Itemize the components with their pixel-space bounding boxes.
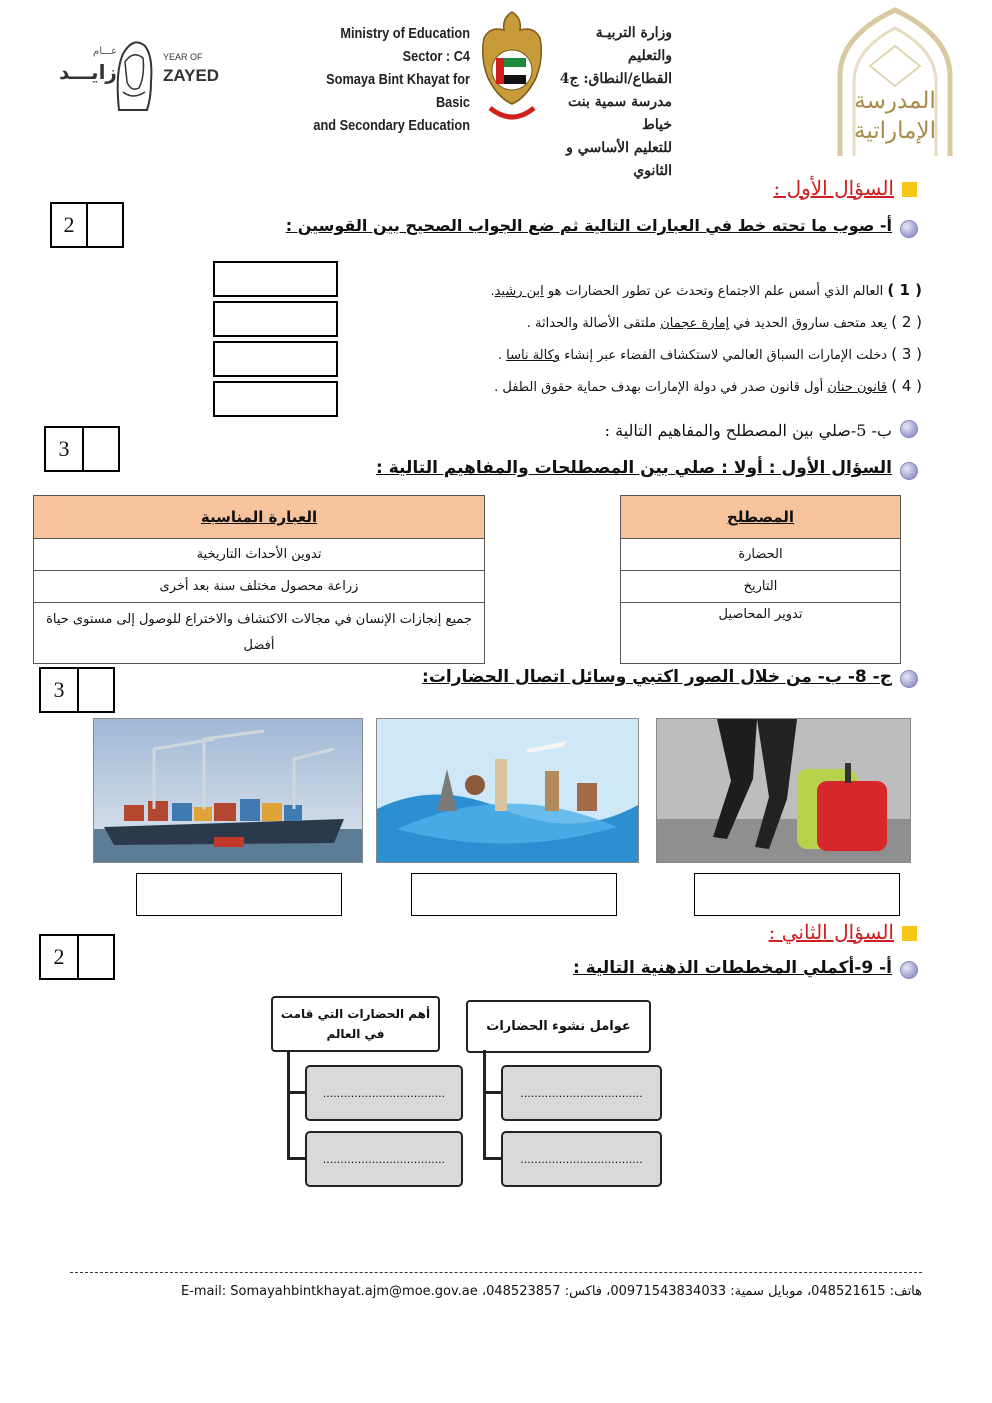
image-answer-box-1[interactable] xyxy=(136,873,342,916)
mindmap-left-branch-2 xyxy=(287,1157,305,1160)
year-of-zayed-ar: زايـــد xyxy=(59,60,117,84)
q1c-label: ج- 8- ب- من خلال الصور اكتبي وسائل اتصال الحضارات: xyxy=(422,667,892,687)
mindmap-left-leaf-2[interactable]: ................................... xyxy=(305,1131,463,1187)
ministry-en-line: and Secondary Education xyxy=(313,117,470,134)
matching-bullet-icon xyxy=(900,462,918,480)
q2a-score-blank[interactable] xyxy=(79,936,113,978)
q1c-score-box xyxy=(39,667,115,713)
phrase-cell[interactable]: تدوين الأحداث التاريخية xyxy=(34,539,485,571)
mindmap-left-branch-1 xyxy=(287,1091,305,1094)
q1b-bullet-icon xyxy=(900,420,918,438)
terms-table xyxy=(620,495,901,664)
statement-underlined[interactable]: وكالة ناسا xyxy=(506,348,561,363)
q1a-bullet-icon xyxy=(900,220,918,238)
q1a-statement-3 xyxy=(360,345,922,363)
phrases-header: العبارة المناسبة xyxy=(34,496,485,539)
mindmap-right-leaf-2[interactable]: ................................... xyxy=(501,1131,662,1187)
cargo-port-image xyxy=(93,718,363,863)
q1b-label: ب- 5-صلي بين المصطلح والمفاهيم التالية : xyxy=(604,421,892,440)
ministry-ar-block xyxy=(548,22,672,183)
mindmap-right-trunk xyxy=(483,1050,486,1158)
q1a-score: 2 xyxy=(52,204,88,246)
year-of-zayed-en-2: ZAYED xyxy=(163,66,220,85)
matching-label: السؤال الأول : أولا : صلي بين المصطلحات والمفاهيم التالية : xyxy=(376,458,892,478)
uae-emblem-icon xyxy=(478,8,546,130)
mindmap-right-branch-2 xyxy=(483,1157,501,1160)
statement-end: ملتقى الأصالة والحداثة . xyxy=(526,316,661,331)
statement-end: أول قانون صدر في دولة الإمارات بهدف حماية حقوق الطفل . xyxy=(494,380,828,395)
ministry-ar-line: مدرسة سمية بنت خياط xyxy=(567,94,672,133)
year-of-zayed-logo xyxy=(55,32,220,112)
term-cell[interactable]: تدوير المحاصيل xyxy=(621,603,901,664)
q1c-bullet-icon xyxy=(900,670,918,688)
statement-underlined[interactable]: ابن رشيد xyxy=(494,284,544,299)
ministry-ar-line: وزارة التربيـة والتعليم xyxy=(595,25,672,64)
q1a-answer-box-3[interactable] xyxy=(213,341,338,377)
q1-bullet-square-icon xyxy=(902,182,917,197)
statement-num: ( 4 ) xyxy=(891,377,922,395)
q1-title: السؤال الأول : xyxy=(773,176,894,200)
image-answer-box-2[interactable] xyxy=(411,873,617,916)
statement-underlined[interactable]: إمارة عجمان xyxy=(660,316,730,331)
q1b-score-box xyxy=(44,426,120,472)
phrase-cell[interactable]: جميع إنجازات الإنسان في مجالات الاكتشاف والاختراع للوصول إلى مستوى حياة أفضل xyxy=(34,603,485,664)
q1a-score-box xyxy=(50,202,124,248)
phrase-cell[interactable]: زراعة محصول مختلف سنة بعد أخرى xyxy=(34,571,485,603)
school-logo-line1: المدرسة xyxy=(854,88,936,114)
q1b-score-blank[interactable] xyxy=(84,428,118,470)
q1a-answer-box-1[interactable] xyxy=(213,261,338,297)
term-cell[interactable]: الحضارة xyxy=(621,539,901,571)
statement-end: . xyxy=(490,284,495,299)
footer-divider xyxy=(70,1272,922,1273)
q1a-answer-box-2[interactable] xyxy=(213,301,338,337)
emirati-school-logo xyxy=(830,6,960,158)
statement-num: ( 3 ) xyxy=(891,345,922,363)
q2a-label: أ- 9-أكملي المخططات الذهنية التالية : xyxy=(572,958,892,978)
ministry-en-line: Somaya Bint Khayat for Basic xyxy=(326,71,470,111)
statement-text: العالم الذي أسس علم الاجتماع وتحدث عن تطور الحضارات هو xyxy=(543,284,884,299)
footer-contact: هاتف: 048521615، موبايل سمية: 00971543834033، فاكس: 048523857، E-mail: Somayahbintkhayat.ajm@moe.gov.ae xyxy=(180,1284,922,1299)
mindmap-right-title: عوامل نشوء الحضارات xyxy=(466,1000,651,1053)
statement-num: ( 2 ) xyxy=(891,313,922,331)
q1c-score-blank[interactable] xyxy=(79,669,113,711)
phrases-table xyxy=(33,495,485,664)
mindmap-left-leaf-1[interactable]: ................................... xyxy=(305,1065,463,1121)
year-of-zayed-en-1: YEAR OF xyxy=(163,52,203,62)
q1a-statement-4 xyxy=(360,377,922,395)
q2a-bullet-icon xyxy=(900,961,918,979)
mindmap-left-trunk xyxy=(287,1050,290,1158)
sheikh-zayed-portrait-icon xyxy=(109,32,157,112)
q1a-label: أ- صوب ما تحته خط في العبارات التالية ثم ضع الجواب الصحيح بين القوسين : xyxy=(285,216,892,235)
ministry-ar-line: للتعليم الأساسي و الثانوي xyxy=(566,140,672,179)
q1a-score-blank[interactable] xyxy=(88,204,122,246)
statement-text: دخلت الإمارات السباق العالمي لاستكشاف الفضاء عبر إنشاء xyxy=(560,348,888,363)
statement-underlined[interactable]: قانون حنان xyxy=(827,380,888,395)
q1a-statement-2 xyxy=(360,313,922,331)
ministry-en-block xyxy=(300,22,470,137)
cargo-ship-icon xyxy=(94,719,362,862)
q2a-score-box xyxy=(39,934,115,980)
q1a-statement-1 xyxy=(360,281,922,299)
q1a-answer-box-4[interactable] xyxy=(213,381,338,417)
world-landmarks-image xyxy=(376,718,639,863)
travel-luggage-image xyxy=(656,718,911,863)
ministry-ar-line: القطاع/النطاق: ج4 xyxy=(559,71,672,87)
mindmap-left-title: أهم الحضارات التي قامت في العالم xyxy=(271,996,440,1052)
statement-num: ( 1 ) xyxy=(887,281,922,299)
q1b-score: 3 xyxy=(46,428,84,470)
image-answer-box-3[interactable] xyxy=(694,873,900,916)
term-cell[interactable]: التاريخ xyxy=(621,571,901,603)
luggage-icon xyxy=(657,719,910,862)
mindmap-right-leaf-1[interactable]: ................................... xyxy=(501,1065,662,1121)
year-of-zayed-ar-small: عـــام xyxy=(93,46,117,57)
q1c-score: 3 xyxy=(41,669,79,711)
q2-bullet-square-icon xyxy=(902,926,917,941)
ministry-en-line: Sector : C4 xyxy=(402,48,470,65)
q2-title: السؤال الثاني : xyxy=(768,920,894,944)
statement-end: . xyxy=(497,348,507,363)
statement-text: يعد متحف ساروق الحديد في xyxy=(729,316,888,331)
mindmap-right-branch-1 xyxy=(483,1091,501,1094)
landmarks-icon xyxy=(377,719,638,862)
q2a-score: 2 xyxy=(41,936,79,978)
school-logo-line2: الإماراتية xyxy=(853,118,936,144)
ministry-en-line: Ministry of Education xyxy=(340,25,470,42)
terms-header: المصطلح xyxy=(621,496,901,539)
